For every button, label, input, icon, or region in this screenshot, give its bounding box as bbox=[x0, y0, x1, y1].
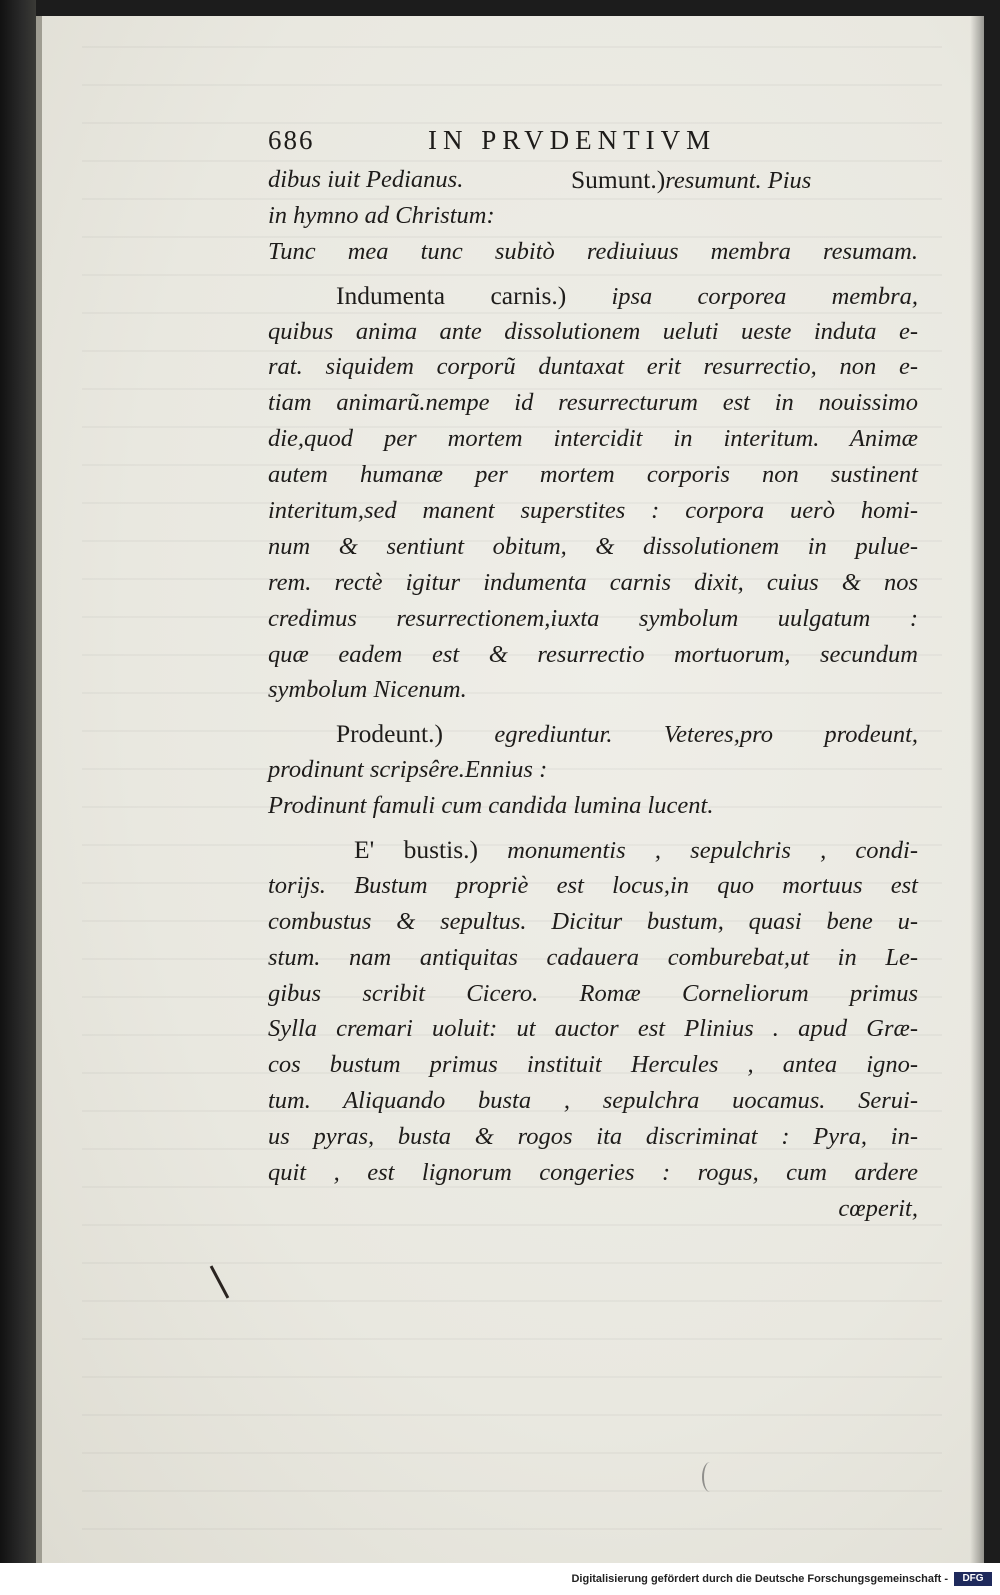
dfg-logo: DFG bbox=[954, 1572, 992, 1586]
line-text: in hymno ad Christum: bbox=[268, 201, 495, 229]
text-line bbox=[268, 421, 918, 457]
line-text: Tunc mea tunc subitò rediuiuus membra resumam. bbox=[268, 237, 918, 265]
text-line bbox=[268, 1047, 918, 1083]
text-line bbox=[268, 565, 918, 601]
line-text: rem. rectè igitur indumenta carnis dixit, cuius & nos bbox=[268, 568, 918, 596]
text-line bbox=[268, 940, 918, 976]
line-text: us pyras, busta & rogos ita discriminat : Pyra, in- bbox=[268, 1123, 918, 1151]
text-line bbox=[268, 349, 918, 385]
line-text: rat. siquidem corporũ duntaxat erit resurrectio, non e- bbox=[268, 353, 918, 381]
footer-credit: Digitalisierung gefördert durch die Deutsche Forschungsgemeinschaft - bbox=[571, 1573, 948, 1585]
book-spine-edge bbox=[0, 0, 36, 1595]
line-text: autem humanæ per mortem corporis non sustinent bbox=[268, 461, 918, 489]
text-line bbox=[268, 493, 918, 529]
text-line bbox=[268, 1011, 918, 1047]
text-line bbox=[268, 637, 918, 673]
text-line bbox=[268, 788, 918, 824]
line-text: cœperit, bbox=[838, 1194, 918, 1222]
page-text bbox=[268, 118, 918, 1227]
text-line bbox=[268, 716, 918, 752]
text-line bbox=[268, 832, 918, 868]
line-text: credimus resurrectionem,iuxta symbolum uulgatum : bbox=[268, 604, 918, 632]
lemma: E' bustis.) bbox=[354, 835, 479, 865]
line-text: tum. Aliquando busta , sepulchra uocamus. Serui- bbox=[268, 1087, 918, 1115]
lemma: Prodeunt.) bbox=[336, 719, 443, 749]
text-line bbox=[268, 1119, 918, 1155]
line-text: Prodinunt famuli cum candida lumina lucent. bbox=[268, 792, 714, 820]
text-line bbox=[268, 601, 918, 637]
text-line bbox=[268, 457, 918, 493]
text-line bbox=[268, 672, 918, 708]
text-line bbox=[268, 752, 918, 788]
line-text: dibus iuit Pedianus. bbox=[268, 166, 464, 193]
line-text: tiam animarũ.nempe id resurrecturum est in nouissimo bbox=[268, 389, 918, 417]
lemma: Indumenta carnis.) bbox=[336, 280, 567, 310]
text-line bbox=[268, 1155, 918, 1191]
text-line bbox=[268, 314, 918, 350]
running-header bbox=[268, 118, 918, 162]
line-text: resumunt. Pius bbox=[665, 167, 812, 194]
line-continuation bbox=[571, 162, 811, 199]
line-text: quit , est lignorum congeries : rogus, cum ardere bbox=[268, 1159, 918, 1187]
line-text: num & sentiunt obitum, & dissolutionem in pulue- bbox=[268, 532, 918, 560]
line-text: monumentis , sepulchris , condi- bbox=[478, 837, 918, 865]
text-line bbox=[268, 904, 918, 940]
line-text: die,quod per mortem intercidit in interitum. Animæ bbox=[268, 425, 918, 453]
text-line bbox=[268, 234, 918, 270]
text-line bbox=[268, 385, 918, 421]
line-text: symbolum Nicenum. bbox=[268, 676, 467, 704]
line-text: quibus anima ante dissolutionem ueluti ueste induta e- bbox=[268, 317, 918, 345]
line-text: gibus scribit Cicero. Romæ Corneliorum primus bbox=[268, 979, 918, 1007]
line-text: egrediuntur. Veteres,pro prodeunt, bbox=[442, 721, 918, 749]
catchword bbox=[268, 1191, 918, 1227]
text-line bbox=[268, 278, 918, 314]
page-edge-shadow bbox=[970, 16, 984, 1563]
line-text: prodinunt scripsêre.Ennius : bbox=[268, 756, 548, 784]
line-text: combustus & sepultus. Dicitur bustum, quasi bene u- bbox=[268, 907, 918, 935]
text-line bbox=[268, 868, 918, 904]
paper-mark bbox=[702, 1462, 718, 1492]
line-text: quæ eadem est & resurrectio mortuorum, secundum bbox=[268, 640, 918, 668]
running-head: IN PRVDENTIVM bbox=[428, 125, 717, 155]
lemma: Sumunt.) bbox=[571, 165, 666, 194]
text-line bbox=[268, 529, 918, 565]
text-line bbox=[268, 1083, 918, 1119]
footer-bar bbox=[0, 1563, 1000, 1595]
line-text: cos bustum primus instituit Hercules , antea igno- bbox=[268, 1051, 918, 1079]
line-text: torijs. Bustum propriè est locus,in quo mortuus est bbox=[268, 871, 918, 899]
line-text: interitum,sed manent superstites : corpora uerò homi- bbox=[268, 497, 918, 525]
text-line bbox=[268, 198, 918, 234]
line-text: Sylla cremari uoluit: ut auctor est Plinius . apud Græ- bbox=[268, 1015, 918, 1043]
text-line bbox=[268, 162, 918, 198]
page-number: 686 bbox=[268, 125, 315, 155]
text-line bbox=[268, 976, 918, 1012]
line-text: ipsa corporea membra, bbox=[566, 282, 918, 310]
line-text: stum. nam antiquitas cadauera comburebat,ut in Le- bbox=[268, 943, 918, 971]
